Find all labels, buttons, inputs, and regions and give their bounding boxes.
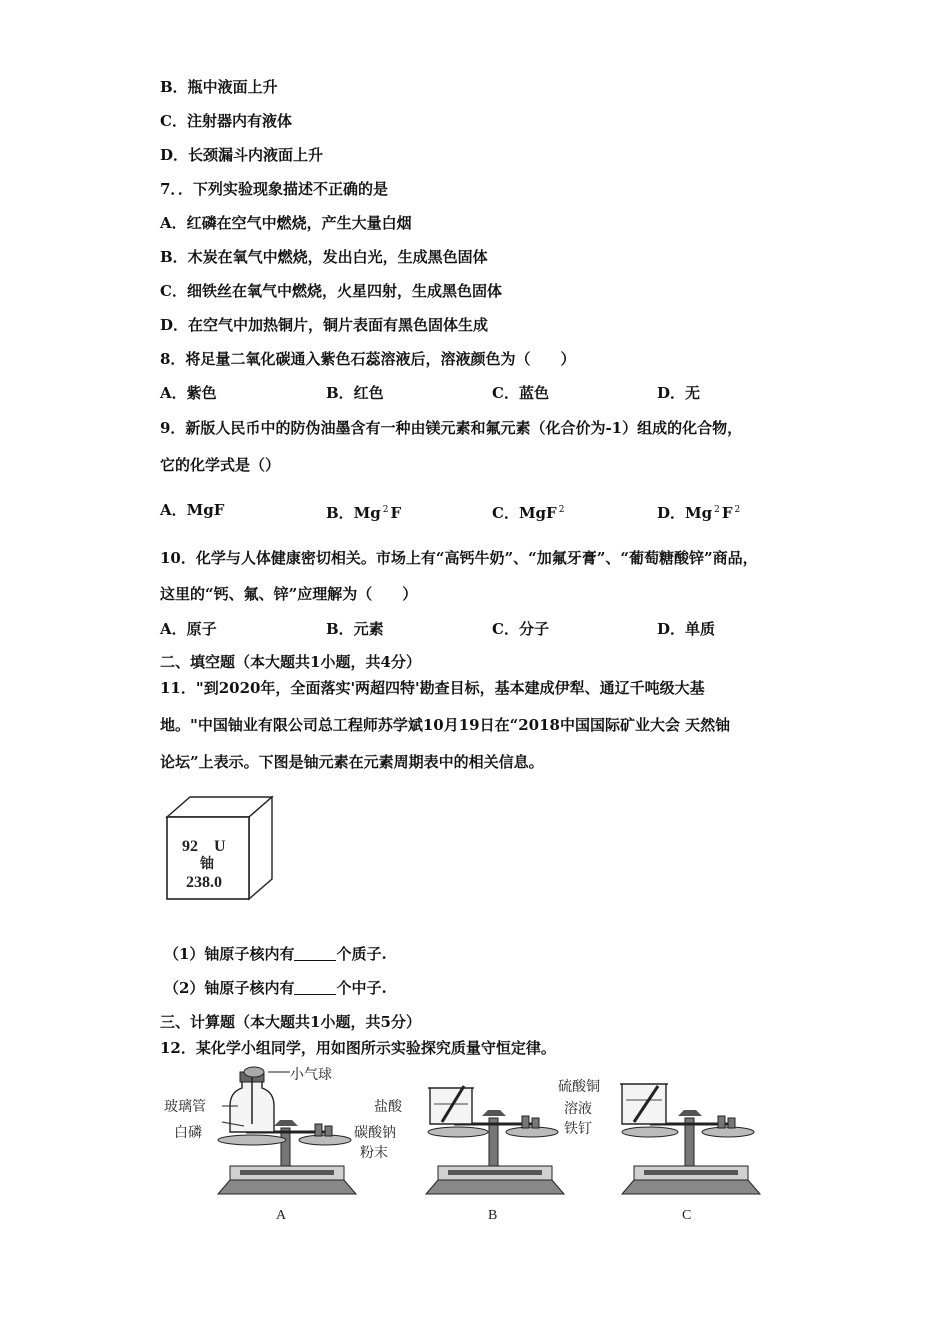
label-glass-tube: 玻璃管 — [164, 1099, 206, 1115]
q6-option-d: D．长颈漏斗内液面上升 — [160, 146, 324, 164]
q11-sub-2: （2）铀原子核内有 个中子. — [164, 979, 387, 997]
label-iron-nail: 铁钉 — [564, 1121, 592, 1137]
q8-option-b: B．红色 — [326, 384, 384, 402]
experiment-figure-c — [550, 1066, 790, 1231]
label-copper-sulfate-2: 溶液 — [564, 1101, 592, 1117]
q9-option-a: A．MgF — [160, 501, 225, 519]
element-number: 92 — [182, 838, 198, 855]
q11-stem-line-1: 11．"到2020年，全面落实'两超四特'勘查目标，基本建成伊犁、通辽千吨级大基 — [160, 679, 705, 697]
q10-stem-line-1: 10．化学与人体健康密切相关。市场上有“高钙牛奶”、“加氟牙膏”、“葡萄糖酸锌”商品， — [160, 549, 758, 567]
q10-option-c: C．分子 — [492, 620, 549, 638]
q9-stem-line-1: 9．新版人民币中的防伪油墨含有一种由镁元素和氟元素（化合价为-1）组成的化合物， — [160, 419, 743, 437]
q7-option-b: B．木炭在氧气中燃烧，发出白光，生成黑色固体 — [160, 248, 488, 266]
q12-stem: 12．某化学小组同学，用如图所示实验探究质量守恒定律。 — [160, 1039, 556, 1057]
q6-option-b: B．瓶中液面上升 — [160, 78, 278, 96]
section-2-heading: 二、填空题（本大题共1小题，共4分） — [160, 653, 421, 671]
q10-option-b: B．元素 — [326, 620, 384, 638]
q10-option-d: D．单质 — [657, 620, 716, 638]
label-white-phosphorus: 白磷 — [174, 1125, 202, 1141]
q11-stem-line-3: 论坛”上表示。下图是铀元素在元素周期表中的相关信息。 — [160, 753, 544, 771]
element-name: 铀 — [200, 856, 214, 872]
label-sodium-carbonate-1: 碳酸钠 — [354, 1125, 396, 1141]
q9-stem-line-2: 它的化学式是（） — [160, 456, 281, 474]
q11-sub-1: （1）铀原子核内有 个质子. — [164, 945, 387, 963]
q7-option-a: A．红磷在空气中燃烧，产生大量白烟 — [160, 214, 412, 232]
section-3-heading: 三、计算题（本大题共1小题，共5分） — [160, 1013, 421, 1031]
q10-option-a: A．原子 — [160, 620, 217, 638]
q8-option-d: D．无 — [657, 384, 701, 402]
q7-option-d: D．在空气中加热铜片，铜片表面有黑色固体生成 — [160, 316, 489, 334]
label-copper-sulfate-1: 硫酸铜 — [558, 1079, 600, 1095]
uranium-element-cell — [160, 795, 280, 905]
label-balloon: 小气球 — [290, 1067, 332, 1083]
label-hydrochloric-acid: 盐酸 — [374, 1099, 402, 1115]
label-sodium-carbonate-2: 粉末 — [360, 1145, 388, 1161]
q7-stem: 7．．下列实验现象描述不正确的是 — [160, 180, 388, 198]
caption-a: A — [276, 1208, 287, 1223]
q10-stem-line-2: 这里的“钙、氟、锌”应理解为（ ） — [160, 585, 418, 603]
caption-c: C — [682, 1208, 692, 1223]
element-symbol: U — [214, 838, 226, 855]
q9-option-d: D．Mg $^2$ F $^2$ — [657, 504, 741, 522]
q6-option-c: C．注射器内有液体 — [160, 112, 292, 130]
q7-option-c: C．细铁丝在氧气中燃烧，火星四射，生成黑色固体 — [160, 282, 502, 300]
q9-option-b: B．Mg $^2$ F — [326, 504, 402, 522]
q11-stem-line-2: 地。"中国铀业有限公司总工程师苏学斌10月19日在“2018中国国际矿业大会 天然铀 — [160, 716, 731, 734]
q8-stem: 8．将足量二氧化碳通入紫色石蕊溶液后，溶液颜色为（ ） — [160, 350, 576, 368]
q8-option-c: C．蓝色 — [492, 384, 549, 402]
q8-option-a: A．紫色 — [160, 384, 217, 402]
q9-option-c: C．MgF $^2$ — [492, 504, 565, 522]
element-mass: 238.0 — [186, 874, 222, 891]
caption-b: B — [488, 1208, 498, 1223]
